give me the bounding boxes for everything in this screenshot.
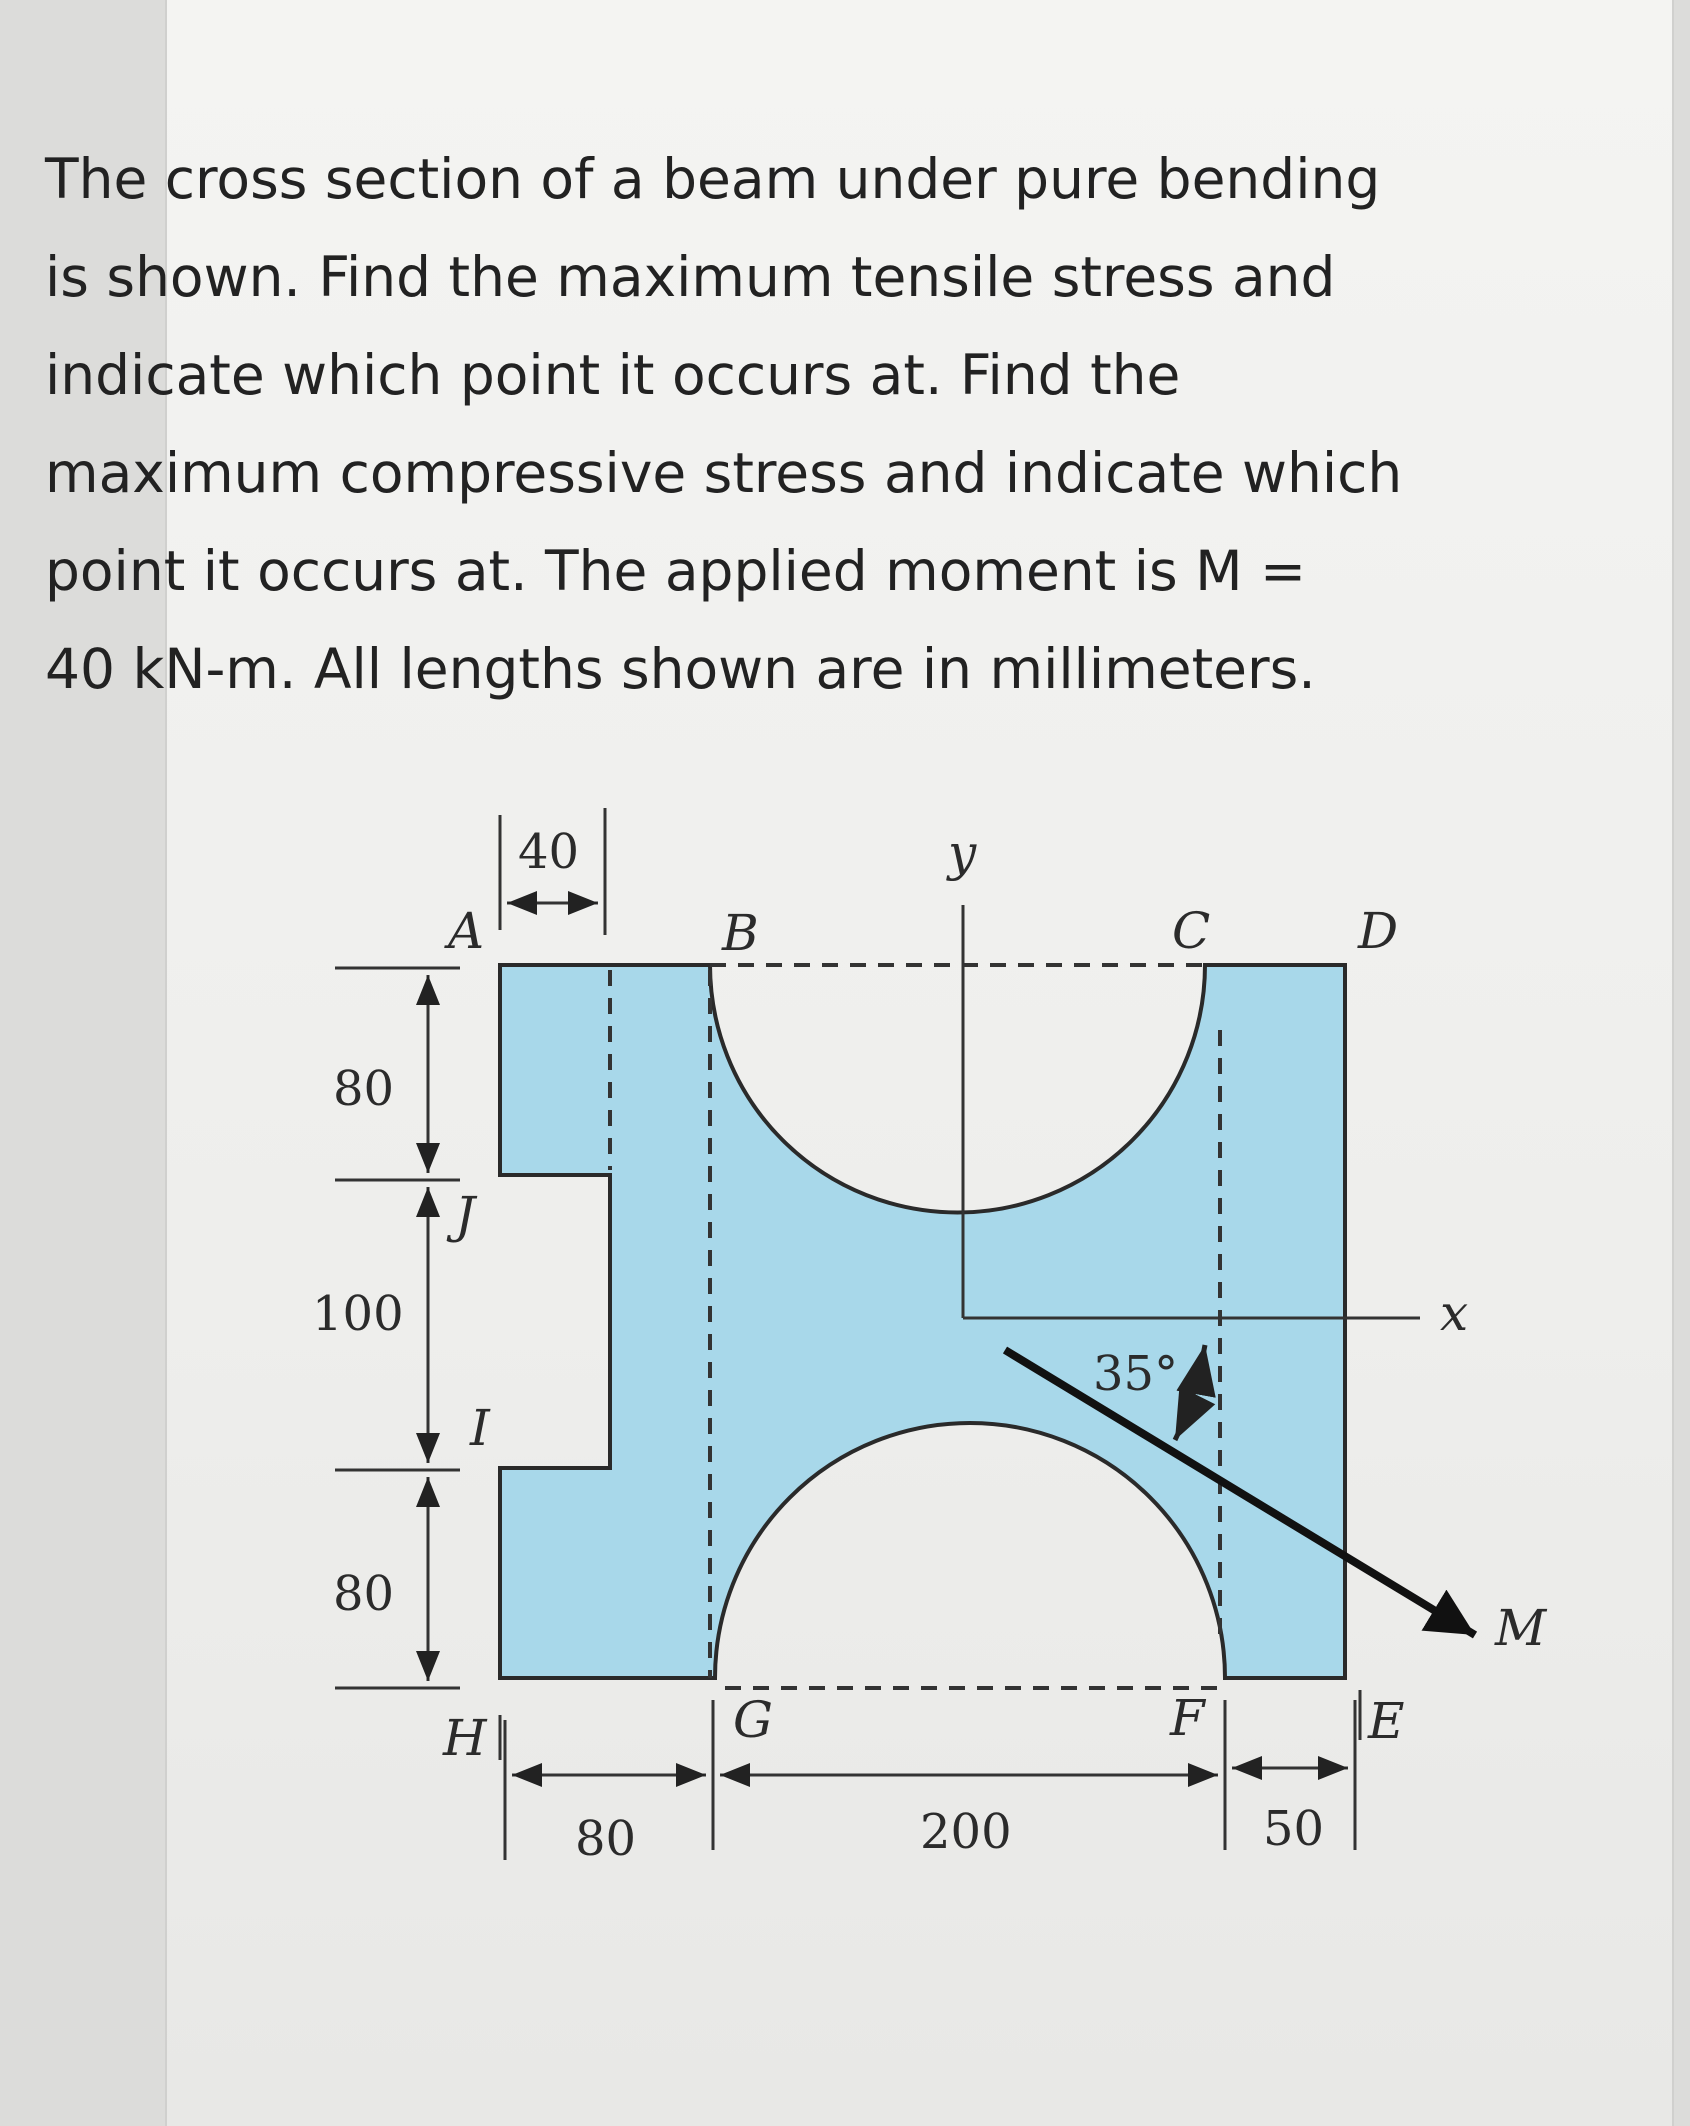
dim-left-bottom: 80: [333, 1566, 395, 1622]
problem-line-6: 40 kN-m. All lengths shown are in millimeters.: [45, 637, 1316, 701]
point-label-H: H: [443, 1709, 487, 1767]
dim-bottom-left: 80: [575, 1811, 637, 1867]
point-label-J: J: [455, 1186, 476, 1244]
problem-line-4: maximum compressive stress and indicate which: [45, 441, 1403, 505]
problem-line-3: indicate which point it occurs at. Find the: [45, 343, 1181, 407]
dim-bottom-right: 50: [1263, 1801, 1325, 1857]
dim-left-mid: 100: [312, 1286, 404, 1342]
point-label-I: I: [470, 1399, 490, 1457]
point-label-B: B: [722, 904, 759, 962]
point-label-E: E: [1368, 1692, 1405, 1750]
point-ticks: [500, 1690, 1360, 1760]
point-label-A: A: [448, 902, 485, 960]
dim-top-width: 40: [518, 824, 580, 880]
point-label-F: F: [1170, 1689, 1205, 1747]
axis-label-y: y: [948, 824, 977, 882]
angle-label: 35°: [1093, 1346, 1179, 1402]
point-label-G: G: [733, 1691, 773, 1749]
point-label-D: D: [1358, 902, 1399, 960]
point-label-C: C: [1172, 902, 1211, 960]
problem-line-2: is shown. Find the maximum tensile stress and: [45, 245, 1336, 309]
moment-label: M: [1495, 1599, 1547, 1657]
dim-left-top: 80: [333, 1061, 395, 1117]
problem-line-1: The cross section of a beam under pure bending: [45, 147, 1381, 211]
axis-label-x: x: [1440, 1284, 1469, 1342]
problem-line-5: point it occurs at. The applied moment is M =: [45, 539, 1307, 603]
dim-bottom-mid: 200: [920, 1804, 1012, 1860]
